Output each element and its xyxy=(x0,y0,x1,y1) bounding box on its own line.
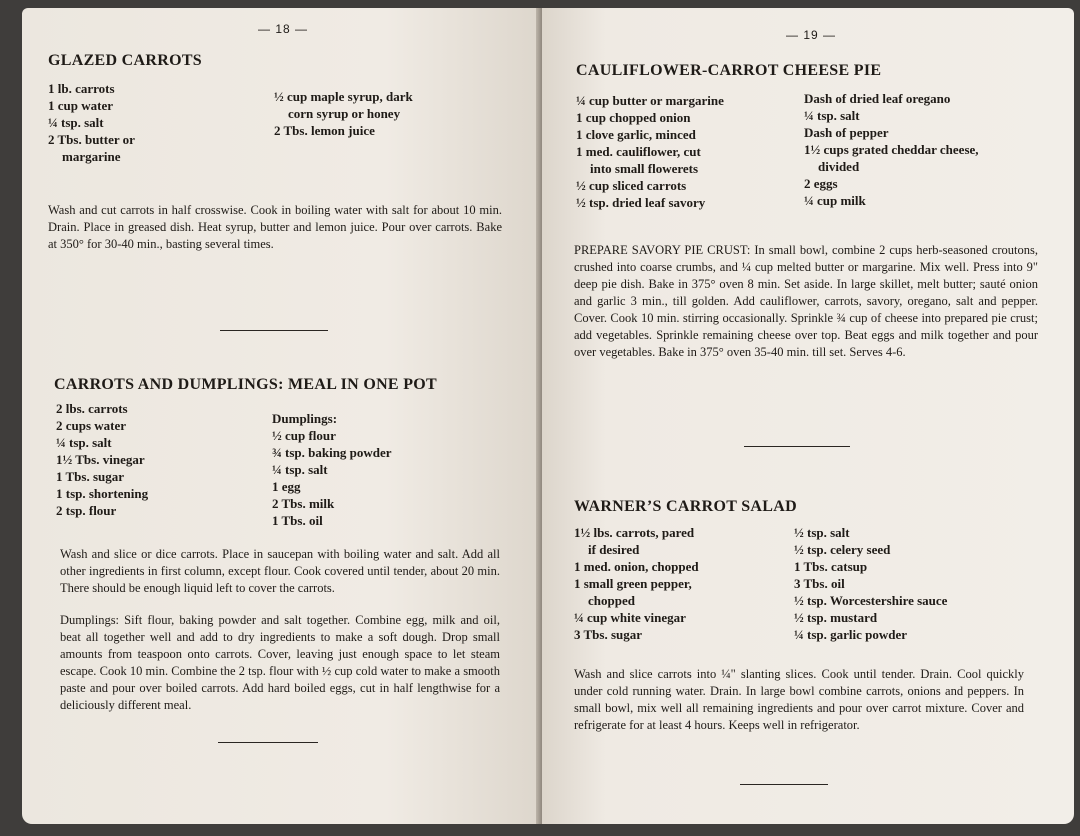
section-divider xyxy=(740,784,828,785)
ingredient: ½ tsp. dried leaf savory xyxy=(576,195,706,210)
recipe-title: CARROTS AND DUMPLINGS: MEAL IN ONE POT xyxy=(54,376,437,393)
ingredient: 1½ Tbs. vinegar xyxy=(56,452,145,467)
ingredient: ½ tsp. celery seed xyxy=(794,542,891,557)
section-divider xyxy=(744,446,850,447)
ingredient: ½ cup flour xyxy=(272,428,336,443)
ingredient: 3 Tbs. sugar xyxy=(574,627,643,642)
ingredient: 1 Tbs. catsup xyxy=(794,559,868,574)
ingredient: 1 Tbs. sugar xyxy=(56,469,125,484)
ingredient-list-right xyxy=(794,524,947,643)
ingredient-list-left xyxy=(576,92,724,211)
ingredient: ¼ tsp. salt xyxy=(56,435,112,450)
ingredient: into small flowerets xyxy=(590,161,699,176)
ingredient: 2 Tbs. milk xyxy=(272,496,335,511)
ingredient: 2 Tbs. lemon juice xyxy=(274,123,375,138)
ingredient: divided xyxy=(818,159,860,174)
recipe-title: WARNER’S CARROT SALAD xyxy=(574,498,797,515)
ingredient: chopped xyxy=(588,593,635,608)
ingredient-list-right xyxy=(272,410,392,529)
dumplings-heading: Dumplings: xyxy=(272,411,338,426)
page-number: — 18 — xyxy=(258,22,309,36)
ingredient-list-left xyxy=(48,80,135,165)
recipe-directions: Wash and slice carrots into ¼" slanting slices. Cook until tender. Drain. Cool quickly under cold running water. Drain. In large bowl combine carrots, onions and peppers. In small bowl, mix well all remaining ingredients and pour over carrot mixture. Cover and refrigerate for at least 4 hours. Keeps well in refrigerator. xyxy=(574,667,1024,732)
ingredient: Dash of pepper xyxy=(804,125,889,140)
ingredient: 1 egg xyxy=(272,479,301,494)
dumpling-directions: Dumplings: Sift flour, baking powder and salt together. Combine egg, milk and oil, beat all together well and add to dry ingredients to make a soft dough. Drop small amounts from teaspoon onto carrots. Cover, leaving just enough space to let steam escape. Cook 10 min. Combine the 2 tsp. flour with ½ cup cold water to make a smooth paste and pour over boiled carrots. Add hard boiled eggs, cut in half lengthwise for a deliciously different meal. xyxy=(60,613,500,712)
ingredient: ¼ tsp. salt xyxy=(804,108,860,123)
ingredient: ¼ cup milk xyxy=(804,193,866,208)
ingredient: Dash of dried leaf oregano xyxy=(804,91,951,106)
ingredient: 1 Tbs. oil xyxy=(272,513,323,528)
recipe-directions: Wash and cut carrots in half crosswise. Cook in boiling water with salt for about 10 min. Drain. Place in greased dish. Heat syrup, butter and lemon juice. Pour over carrots. Bake at 350° for 30-40 min., basting several times. xyxy=(48,203,502,251)
ingredient: 2 eggs xyxy=(804,176,838,191)
ingredient: ¾ tsp. baking powder xyxy=(272,445,392,460)
right-page xyxy=(542,8,1074,824)
ingredient-list-left xyxy=(574,524,699,643)
ingredient: 2 cups water xyxy=(56,418,127,433)
ingredient: ½ tsp. salt xyxy=(794,525,850,540)
ingredient: ½ tsp. mustard xyxy=(794,610,878,625)
recipe-directions: PREPARE SAVORY PIE CRUST: In small bowl, combine 2 cups herb-seasoned croutons, crushed into coarse crumbs, and ¼ cup melted butter or margarine. Mix well. Press into 9" deep pie dish. Bake in 375° oven 8 min. Set aside. In large skillet, melt butter; sauté onion and garlic 3 min., till golden. Add cauliflower, carrots, savory, oregano, salt and pepper. Cover. Cook 10 min. stirring occasionally. Sprinkle ¾ cup of cheese into prepared pie crust; add vegetables. Sprinkle remaining cheese over top. Beat eggs and milk together and pour over vegetables. Bake in 375° oven 35-40 min. till set. Serves 4-6. xyxy=(574,243,1038,359)
ingredient: 1 tsp. shortening xyxy=(56,486,149,501)
ingredient: ¼ cup butter or margarine xyxy=(576,93,724,108)
section-divider xyxy=(218,742,318,743)
recipe-title: CAULIFLOWER-CARROT CHEESE PIE xyxy=(576,62,882,79)
recipe-directions: Wash and slice or dice carrots. Place in saucepan with boiling water and salt. Add all other ingredients in first column, except flour. Cook covered until tender, about 20 min. There should be enough liquid left to cover the carrots. xyxy=(60,547,500,595)
ingredient: 1 cup water xyxy=(48,98,113,113)
section-divider xyxy=(220,330,328,331)
ingredient: corn syrup or honey xyxy=(288,106,401,121)
ingredient-list-right xyxy=(274,88,413,139)
ingredient: 2 Tbs. butter or xyxy=(48,132,135,147)
ingredient: ¼ tsp. salt xyxy=(272,462,328,477)
recipe-title: GLAZED CARROTS xyxy=(48,52,203,69)
ingredient: ¼ cup white vinegar xyxy=(574,610,686,625)
ingredient: 1 clove garlic, minced xyxy=(576,127,696,142)
ingredient: ½ cup maple syrup, dark xyxy=(274,89,413,104)
ingredient: margarine xyxy=(62,149,121,164)
ingredient: ½ cup sliced carrots xyxy=(576,178,687,193)
left-page xyxy=(22,8,542,824)
ingredient: 1 cup chopped onion xyxy=(576,110,691,125)
ingredient: 1½ lbs. carrots, pared xyxy=(574,525,695,540)
ingredient: ¼ tsp. garlic powder xyxy=(794,627,908,642)
ingredient: 3 Tbs. oil xyxy=(794,576,845,591)
ingredient-list-right xyxy=(804,90,979,209)
ingredient: ½ tsp. Worcestershire sauce xyxy=(794,593,948,608)
ingredient-list-left xyxy=(56,400,148,519)
ingredient: ¼ tsp. salt xyxy=(48,115,104,130)
ingredient: 1½ cups grated cheddar cheese, xyxy=(804,142,979,157)
ingredient: if desired xyxy=(588,542,640,557)
ingredient: 1 med. onion, chopped xyxy=(574,559,699,574)
ingredient: 2 tsp. flour xyxy=(56,503,117,518)
ingredient: 1 small green pepper, xyxy=(574,576,692,591)
ingredient: 1 med. cauliflower, cut xyxy=(576,144,701,159)
ingredient: 1 lb. carrots xyxy=(48,81,115,96)
ingredient: 2 lbs. carrots xyxy=(56,401,128,416)
page-number: — 19 — xyxy=(786,28,837,42)
